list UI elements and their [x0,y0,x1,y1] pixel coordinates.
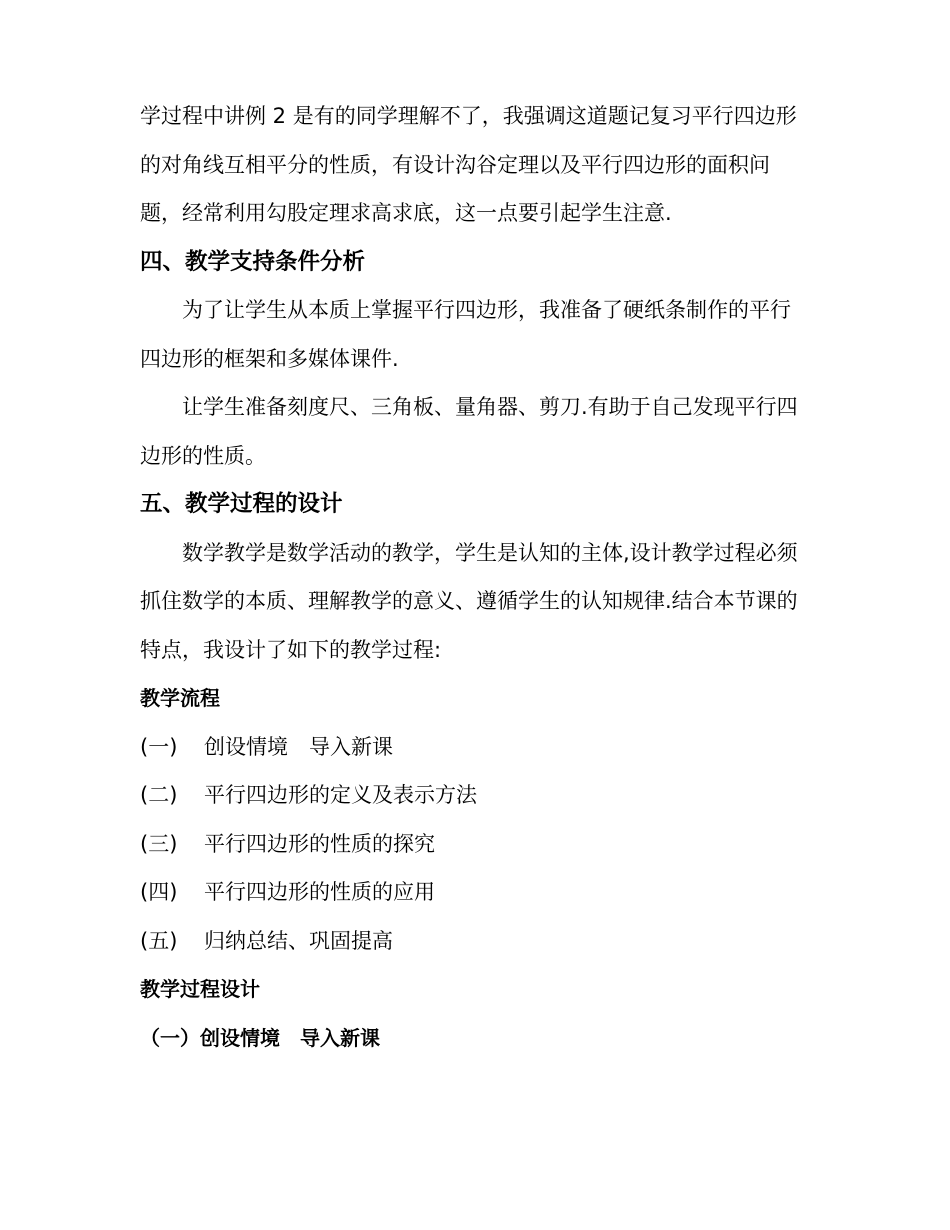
document-page [140,92,812,1062]
list-text: 归纳总结、巩固提高 [204,928,393,953]
paragraph-line: 的对角线互相平分的性质，有设计沟谷定理以及平行四边形的面积问 [140,152,770,177]
flow-list-item [140,771,812,820]
list-number: (五) [140,928,178,953]
list-number: (一) [140,734,178,759]
list-number: (二) [140,783,178,807]
subheading-teaching-flow: 教学流程 [140,686,220,710]
subheading-process-design: 教学过程设计 [140,977,260,1001]
paragraph-line: 边形的性质。 [140,443,266,468]
flow-list-item [140,820,812,869]
section-heading-support-conditions: 四、教学支持条件分析 [140,248,366,275]
paragraph-line: 四边形的框架和多媒体课件. [140,346,399,371]
list-number: (三) [140,831,178,856]
paragraph-line: 抓住数学的本质、理解教学的意义、遵循学生的认知规律.结合本节课的 [140,589,798,613]
paragraph-line: 让学生准备刻度尺、三角板、量角器、剪刀.有助于自己发现平行四 [182,395,798,419]
list-number: (四) [140,880,178,904]
flow-list-item [140,868,812,917]
list-text: 创设情境 导入新课 [204,734,393,759]
paragraph-line: 特点，我设计了如下的教学过程: [140,637,442,662]
subheading-step-one: （一）创设情境 导入新课 [140,1025,380,1050]
flow-list-item [140,723,812,772]
section-heading-process-design: 五、教学过程的设计 [140,491,343,517]
list-text: 平行四边形的性质的应用 [204,880,435,904]
list-text: 平行四边形的性质的探究 [204,831,435,856]
list-text: 平行四边形的定义及表示方法 [204,783,477,807]
flow-list-item [140,917,812,966]
paragraph-line: 数学教学是数学活动的教学，学生是认知的主体,设计教学过程必须 [182,540,798,565]
paragraph-line: 学过程中讲例 2 是有的同学理解不了，我强调这道题记复习平行四边形 [140,104,797,128]
paragraph-line: 为了让学生从本质上掌握平行四边形，我准备了硬纸条制作的平行 [182,298,791,322]
paragraph-line: 题，经常利用勾股定理求高求底，这一点要引起学生注意. [140,201,672,225]
